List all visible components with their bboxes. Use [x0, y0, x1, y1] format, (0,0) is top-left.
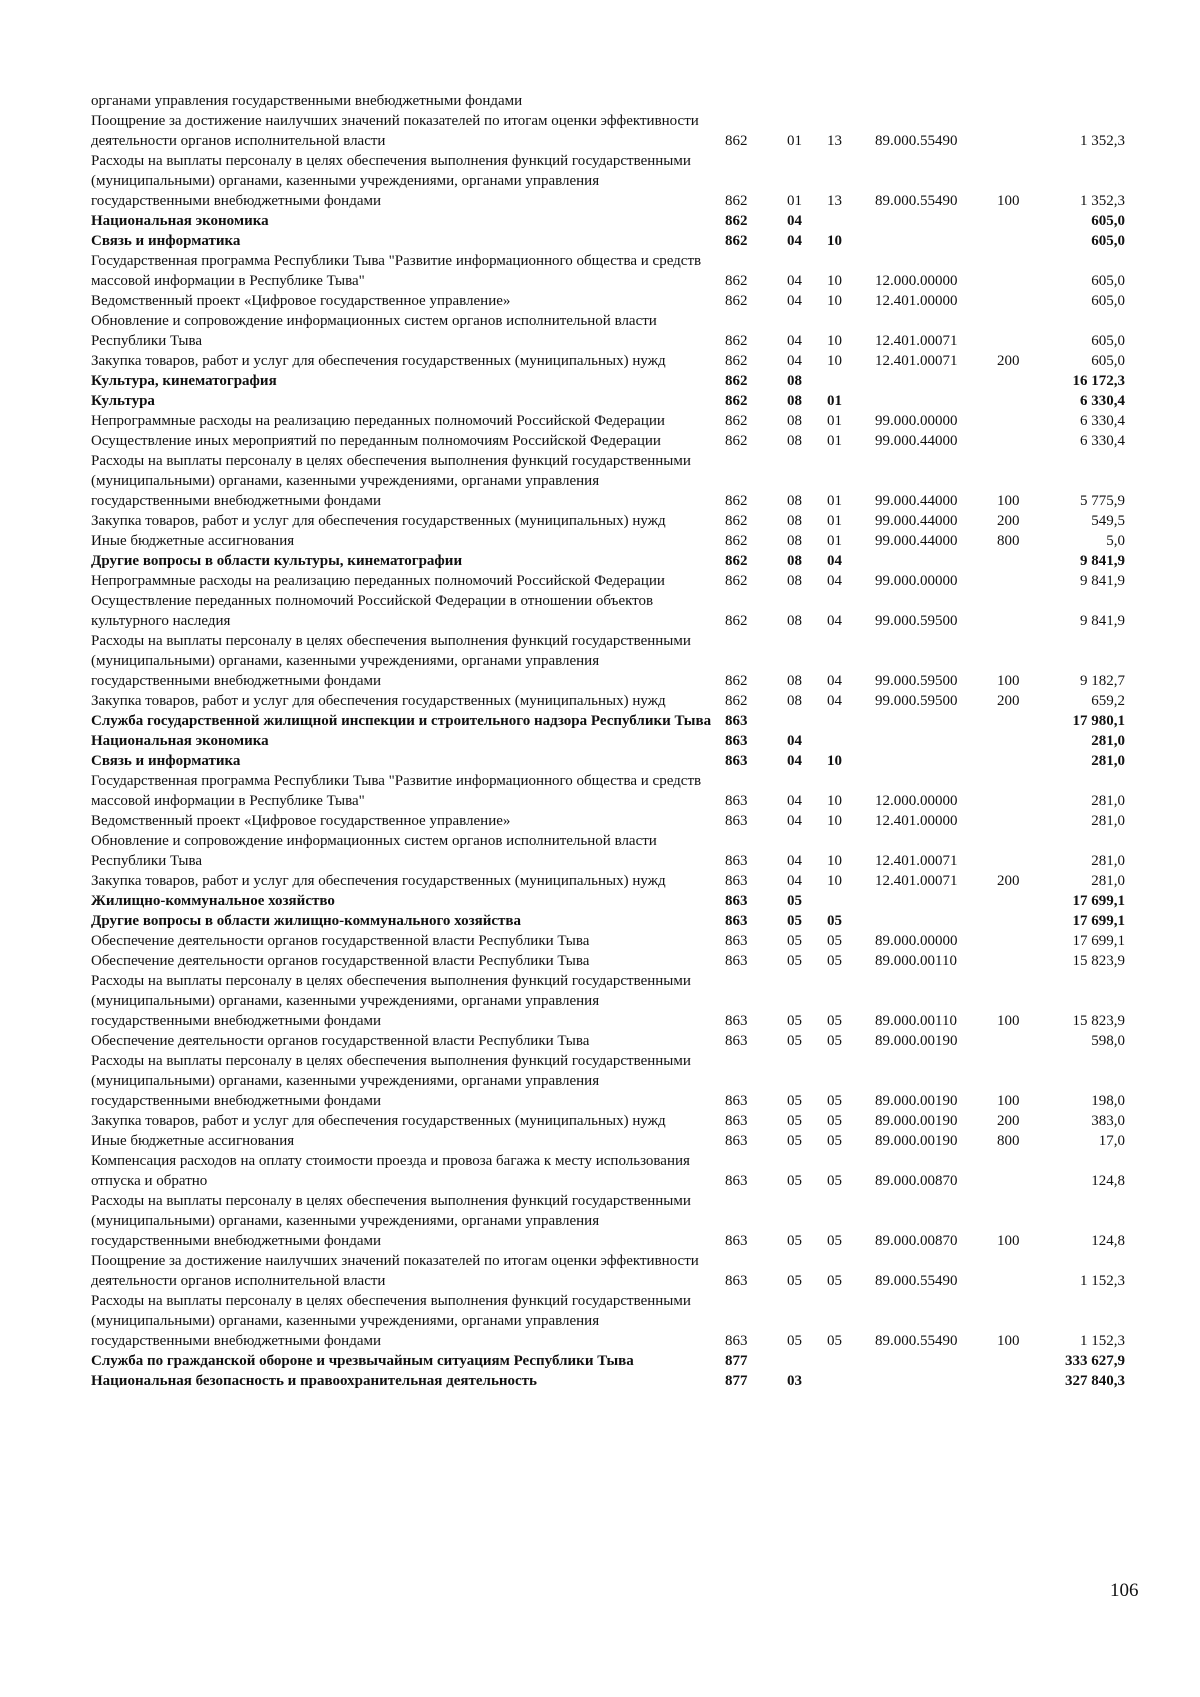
grbs-code-cell: 862 — [725, 693, 748, 709]
subsection-code-cell: 04 — [827, 613, 842, 629]
table-row — [91, 371, 1125, 391]
expense-type-code-cell: 200 — [997, 1113, 1020, 1129]
grbs-code-cell: 862 — [725, 553, 748, 569]
section-code-cell: 04 — [787, 873, 802, 889]
target-item-code-cell: 99.000.00000 — [875, 413, 958, 429]
row-label: Другие вопросы в области культуры, кинематографии — [91, 553, 463, 569]
section-code-cell: 03 — [787, 1373, 802, 1389]
subsection-code-cell: 01 — [827, 393, 842, 409]
section-code-cell: 05 — [787, 1173, 802, 1189]
grbs-code-cell: 863 — [725, 733, 748, 749]
target-item-code-cell: 89.000.00870 — [875, 1233, 958, 1249]
expense-type-code-cell: 100 — [997, 1233, 1020, 1249]
table-row — [91, 151, 1125, 211]
section-code-cell: 05 — [787, 933, 802, 949]
section-code-cell: 08 — [787, 533, 802, 549]
section-code-cell: 05 — [787, 1093, 802, 1109]
section-code-cell: 04 — [787, 333, 802, 349]
subsection-code-cell: 01 — [827, 493, 842, 509]
section-code-cell: 05 — [787, 1113, 802, 1129]
amount-cell: 6 330,4 — [1080, 393, 1125, 409]
subsection-code-cell: 05 — [827, 1113, 842, 1129]
table-row — [91, 1351, 1125, 1371]
row-label: Закупка товаров, работ и услуг для обеспечения государственных (муниципальных) нужд — [91, 693, 666, 709]
amount-cell: 605,0 — [1091, 333, 1125, 349]
table-row — [91, 431, 1125, 451]
grbs-code-cell: 862 — [725, 413, 748, 429]
grbs-code-cell: 877 — [725, 1373, 748, 1389]
table-row — [91, 351, 1125, 371]
table-row — [91, 951, 1125, 971]
subsection-code-cell: 05 — [827, 1173, 842, 1189]
section-code-cell: 04 — [787, 733, 802, 749]
section-code-cell: 04 — [787, 813, 802, 829]
table-row — [91, 591, 1125, 631]
grbs-code-cell: 863 — [725, 1033, 748, 1049]
table-row — [91, 1131, 1125, 1151]
table-row — [91, 771, 1125, 811]
section-code-cell: 08 — [787, 413, 802, 429]
target-item-code-cell: 99.000.44000 — [875, 493, 958, 509]
row-label: Расходы на выплаты персоналу в целях обеспечения выполнения функций государственными (муниципальными) органами, казенными учреждениями, органами управления государственными внебюджетными фондами — [91, 633, 691, 689]
row-label: Непрограммные расходы на реализацию переданных полномочий Российской Федерации — [91, 413, 665, 429]
table-row — [91, 1291, 1125, 1351]
table-row — [91, 91, 1125, 111]
target-item-code-cell: 89.000.00000 — [875, 933, 958, 949]
table-row — [91, 391, 1125, 411]
amount-cell: 281,0 — [1091, 873, 1125, 889]
grbs-code-cell: 863 — [725, 713, 748, 729]
subsection-code-cell: 05 — [827, 1233, 842, 1249]
subsection-code-cell: 04 — [827, 573, 842, 589]
table-row — [91, 311, 1125, 351]
target-item-code-cell: 99.000.44000 — [875, 433, 958, 449]
amount-cell: 5 775,9 — [1080, 493, 1125, 509]
grbs-code-cell: 862 — [725, 493, 748, 509]
grbs-code-cell: 862 — [725, 613, 748, 629]
amount-cell: 605,0 — [1091, 293, 1125, 309]
target-item-code-cell: 89.000.55490 — [875, 133, 958, 149]
row-label: Осуществление иных мероприятий по переданным полномочиям Российской Федерации — [91, 433, 661, 449]
expense-type-code-cell: 100 — [997, 1093, 1020, 1109]
target-item-code-cell: 89.000.00190 — [875, 1113, 958, 1129]
amount-cell: 6 330,4 — [1080, 433, 1125, 449]
amount-cell: 1 352,3 — [1080, 193, 1125, 209]
amount-cell: 281,0 — [1091, 733, 1125, 749]
table-row — [91, 871, 1125, 891]
subsection-code-cell: 13 — [827, 133, 842, 149]
table-row — [91, 531, 1125, 551]
grbs-code-cell: 863 — [725, 873, 748, 889]
page-number: 106 — [1110, 1580, 1139, 1601]
subsection-code-cell: 04 — [827, 553, 842, 569]
table-row — [91, 1371, 1125, 1391]
amount-cell: 198,0 — [1091, 1093, 1125, 1109]
row-label: Обеспечение деятельности органов государственной власти Республики Тыва — [91, 933, 590, 949]
amount-cell: 9 841,9 — [1080, 613, 1125, 629]
row-label: Национальная безопасность и правоохранительная деятельность — [91, 1373, 537, 1389]
row-label: Расходы на выплаты персоналу в целях обеспечения выполнения функций государственными (муниципальными) органами, казенными учреждениями, органами управления государственными внебюджетными фондами — [91, 1293, 691, 1349]
amount-cell: 281,0 — [1091, 793, 1125, 809]
grbs-code-cell: 863 — [725, 1173, 748, 1189]
row-label: Иные бюджетные ассигнования — [91, 533, 295, 549]
target-item-code-cell: 99.000.44000 — [875, 513, 958, 529]
row-label: Непрограммные расходы на реализацию переданных полномочий Российской Федерации — [91, 573, 665, 589]
target-item-code-cell: 89.000.00190 — [875, 1093, 958, 1109]
target-item-code-cell: 89.000.55490 — [875, 1273, 958, 1289]
grbs-code-cell: 863 — [725, 1093, 748, 1109]
row-label: Ведомственный проект «Цифровое государственное управление» — [91, 293, 511, 309]
section-code-cell: 08 — [787, 373, 802, 389]
section-code-cell: 05 — [787, 1273, 802, 1289]
section-code-cell: 05 — [787, 1333, 802, 1349]
grbs-code-cell: 862 — [725, 353, 748, 369]
amount-cell: 15 823,9 — [1072, 953, 1125, 969]
subsection-code-cell: 05 — [827, 1093, 842, 1109]
target-item-code-cell: 89.000.55490 — [875, 1333, 958, 1349]
row-label: Закупка товаров, работ и услуг для обеспечения государственных (муниципальных) нужд — [91, 513, 666, 529]
row-label: Расходы на выплаты персоналу в целях обеспечения выполнения функций государственными (муниципальными) органами, казенными учреждениями, органами управления государственными внебюджетными фондами — [91, 973, 691, 1029]
grbs-code-cell: 862 — [725, 193, 748, 209]
subsection-code-cell: 10 — [827, 813, 842, 829]
subsection-code-cell: 10 — [827, 233, 842, 249]
expense-type-code-cell: 200 — [997, 353, 1020, 369]
table-row — [91, 891, 1125, 911]
table-row — [91, 551, 1125, 571]
row-label: Ведомственный проект «Цифровое государственное управление» — [91, 813, 511, 829]
table-row — [91, 731, 1125, 751]
amount-cell: 17 980,1 — [1072, 713, 1125, 729]
amount-cell: 16 172,3 — [1072, 373, 1125, 389]
grbs-code-cell: 863 — [725, 893, 748, 909]
table-row — [91, 931, 1125, 951]
row-label: Государственная программа Республики Тыва "Развитие информационного общества и средств массовой информации в Республике Тыва" — [91, 253, 702, 289]
table-row — [91, 1151, 1125, 1191]
grbs-code-cell: 862 — [725, 273, 748, 289]
expense-type-code-cell: 800 — [997, 533, 1020, 549]
row-label: Расходы на выплаты персоналу в целях обеспечения выполнения функций государственными (муниципальными) органами, казенными учреждениями, органами управления государственными внебюджетными фондами — [91, 1053, 691, 1109]
section-code-cell: 08 — [787, 673, 802, 689]
grbs-code-cell: 863 — [725, 1133, 748, 1149]
table-row — [91, 811, 1125, 831]
row-label: Поощрение за достижение наилучших значений показателей по итогам оценки эффективности деятельности органов исполнительной власти — [91, 113, 699, 149]
target-item-code-cell: 12.401.00071 — [875, 333, 958, 349]
amount-cell: 605,0 — [1091, 273, 1125, 289]
grbs-code-cell: 863 — [725, 933, 748, 949]
target-item-code-cell: 12.401.00071 — [875, 353, 958, 369]
target-item-code-cell: 99.000.59500 — [875, 693, 958, 709]
row-label: Культура — [91, 393, 155, 409]
table-row — [91, 631, 1125, 691]
section-code-cell: 08 — [787, 553, 802, 569]
row-label: Национальная экономика — [91, 213, 269, 229]
subsection-code-cell: 01 — [827, 513, 842, 529]
grbs-code-cell: 863 — [725, 753, 748, 769]
grbs-code-cell: 862 — [725, 233, 748, 249]
subsection-code-cell: 13 — [827, 193, 842, 209]
amount-cell: 17 699,1 — [1072, 893, 1125, 909]
subsection-code-cell: 05 — [827, 1273, 842, 1289]
section-code-cell: 04 — [787, 273, 802, 289]
target-item-code-cell: 89.000.00110 — [875, 1013, 957, 1029]
target-item-code-cell: 89.000.00190 — [875, 1033, 958, 1049]
row-label: органами управления государственными внебюджетными фондами — [91, 93, 523, 109]
row-label: Другие вопросы в области жилищно-коммунального хозяйства — [91, 913, 522, 929]
grbs-code-cell: 862 — [725, 673, 748, 689]
section-code-cell: 05 — [787, 953, 802, 969]
table-row — [91, 211, 1125, 231]
section-code-cell: 04 — [787, 793, 802, 809]
table-row — [91, 831, 1125, 871]
grbs-code-cell: 862 — [725, 433, 748, 449]
amount-cell: 9 182,7 — [1080, 673, 1125, 689]
target-item-code-cell: 89.000.00190 — [875, 1133, 958, 1149]
row-label: Служба государственной жилищной инспекции и строительного надзора Республики Тыва — [91, 713, 712, 729]
row-label: Компенсация расходов на оплату стоимости проезда и провоза багажа к месту использования отпуска и обратно — [91, 1153, 690, 1189]
section-code-cell: 04 — [787, 753, 802, 769]
table-row — [91, 251, 1125, 291]
table-row — [91, 711, 1125, 731]
row-label: Расходы на выплаты персоналу в целях обеспечения выполнения функций государственными (муниципальными) органами, казенными учреждениями, органами управления государственными внебюджетными фондами — [91, 1193, 691, 1249]
target-item-code-cell: 89.000.00870 — [875, 1173, 958, 1189]
target-item-code-cell: 89.000.00110 — [875, 953, 957, 969]
subsection-code-cell: 05 — [827, 1333, 842, 1349]
subsection-code-cell: 01 — [827, 433, 842, 449]
section-code-cell: 04 — [787, 233, 802, 249]
budget-table — [91, 91, 1125, 1391]
section-code-cell: 08 — [787, 433, 802, 449]
expense-type-code-cell: 100 — [997, 673, 1020, 689]
section-code-cell: 04 — [787, 853, 802, 869]
table-row — [91, 1251, 1125, 1291]
grbs-code-cell: 863 — [725, 1113, 748, 1129]
amount-cell: 6 330,4 — [1080, 413, 1125, 429]
amount-cell: 383,0 — [1091, 1113, 1125, 1129]
amount-cell: 605,0 — [1091, 233, 1125, 249]
row-label: Культура, кинематография — [91, 373, 277, 389]
section-code-cell: 05 — [787, 913, 802, 929]
subsection-code-cell: 10 — [827, 333, 842, 349]
amount-cell: 1 352,3 — [1080, 133, 1125, 149]
row-label: Обновление и сопровождение информационных систем органов исполнительной власти Республики Тыва — [91, 313, 657, 349]
table-row — [91, 751, 1125, 771]
subsection-code-cell: 04 — [827, 673, 842, 689]
row-label: Осуществление переданных полномочий Российской Федерации в отношении объектов культурного наследия — [91, 593, 654, 629]
subsection-code-cell: 10 — [827, 753, 842, 769]
expense-type-code-cell: 100 — [997, 193, 1020, 209]
section-code-cell: 01 — [787, 133, 802, 149]
table-row — [91, 291, 1125, 311]
row-label: Связь и информатика — [91, 233, 241, 249]
grbs-code-cell: 863 — [725, 1013, 748, 1029]
amount-cell: 605,0 — [1091, 353, 1125, 369]
grbs-code-cell: 863 — [725, 913, 748, 929]
row-label: Связь и информатика — [91, 753, 241, 769]
row-label: Расходы на выплаты персоналу в целях обеспечения выполнения функций государственными (муниципальными) органами, казенными учреждениями, органами управления государственными внебюджетными фондами — [91, 153, 691, 209]
grbs-code-cell: 863 — [725, 1233, 748, 1249]
subsection-code-cell: 10 — [827, 793, 842, 809]
section-code-cell: 08 — [787, 573, 802, 589]
subsection-code-cell: 10 — [827, 873, 842, 889]
table-row — [91, 911, 1125, 931]
subsection-code-cell: 05 — [827, 1033, 842, 1049]
grbs-code-cell: 863 — [725, 813, 748, 829]
subsection-code-cell: 04 — [827, 693, 842, 709]
row-label: Обновление и сопровождение информационных систем органов исполнительной власти Республики Тыва — [91, 833, 657, 869]
target-item-code-cell: 89.000.55490 — [875, 193, 958, 209]
section-code-cell: 04 — [787, 213, 802, 229]
expense-type-code-cell: 200 — [997, 513, 1020, 529]
expense-type-code-cell: 100 — [997, 1013, 1020, 1029]
subsection-code-cell: 10 — [827, 353, 842, 369]
amount-cell: 17 699,1 — [1072, 913, 1125, 929]
grbs-code-cell: 862 — [725, 333, 748, 349]
table-row — [91, 1031, 1125, 1051]
table-row — [91, 511, 1125, 531]
target-item-code-cell: 12.000.00000 — [875, 273, 958, 289]
subsection-code-cell: 10 — [827, 293, 842, 309]
section-code-cell: 08 — [787, 493, 802, 509]
grbs-code-cell: 862 — [725, 533, 748, 549]
amount-cell: 9 841,9 — [1080, 553, 1125, 569]
amount-cell: 5,0 — [1106, 533, 1125, 549]
row-label: Служба по гражданской обороне и чрезвычайным ситуациям Республики Тыва — [91, 1353, 634, 1369]
amount-cell: 659,2 — [1091, 693, 1125, 709]
amount-cell: 549,5 — [1091, 513, 1125, 529]
row-label: Обеспечение деятельности органов государственной власти Республики Тыва — [91, 953, 590, 969]
table-row — [91, 571, 1125, 591]
section-code-cell: 05 — [787, 1133, 802, 1149]
target-item-code-cell: 99.000.59500 — [875, 613, 958, 629]
section-code-cell: 04 — [787, 353, 802, 369]
amount-cell: 1 152,3 — [1080, 1273, 1125, 1289]
amount-cell: 281,0 — [1091, 853, 1125, 869]
row-label: Закупка товаров, работ и услуг для обеспечения государственных (муниципальных) нужд — [91, 873, 666, 889]
grbs-code-cell: 877 — [725, 1353, 748, 1369]
row-label: Обеспечение деятельности органов государственной власти Республики Тыва — [91, 1033, 590, 1049]
expense-type-code-cell: 100 — [997, 493, 1020, 509]
table-row — [91, 971, 1125, 1031]
table-row — [91, 111, 1125, 151]
target-item-code-cell: 12.401.00071 — [875, 873, 958, 889]
target-item-code-cell: 12.401.00000 — [875, 293, 958, 309]
subsection-code-cell: 10 — [827, 273, 842, 289]
grbs-code-cell: 863 — [725, 1273, 748, 1289]
section-code-cell: 08 — [787, 613, 802, 629]
grbs-code-cell: 863 — [725, 793, 748, 809]
subsection-code-cell: 05 — [827, 953, 842, 969]
target-item-code-cell: 12.401.00000 — [875, 813, 958, 829]
table-row — [91, 691, 1125, 711]
expense-type-code-cell: 800 — [997, 1133, 1020, 1149]
subsection-code-cell: 05 — [827, 1013, 842, 1029]
row-label: Национальная экономика — [91, 733, 269, 749]
amount-cell: 124,8 — [1091, 1173, 1125, 1189]
section-code-cell: 05 — [787, 1233, 802, 1249]
section-code-cell: 05 — [787, 1033, 802, 1049]
target-item-code-cell: 12.000.00000 — [875, 793, 958, 809]
grbs-code-cell: 863 — [725, 953, 748, 969]
section-code-cell: 05 — [787, 1013, 802, 1029]
table-row — [91, 451, 1125, 511]
target-item-code-cell: 99.000.59500 — [875, 673, 958, 689]
subsection-code-cell: 01 — [827, 413, 842, 429]
row-label: Иные бюджетные ассигнования — [91, 1133, 295, 1149]
grbs-code-cell: 862 — [725, 513, 748, 529]
table-row — [91, 411, 1125, 431]
section-code-cell: 05 — [787, 893, 802, 909]
section-code-cell: 08 — [787, 513, 802, 529]
section-code-cell: 04 — [787, 293, 802, 309]
amount-cell: 124,8 — [1091, 1233, 1125, 1249]
amount-cell: 333 627,9 — [1065, 1353, 1125, 1369]
table-row — [91, 1111, 1125, 1131]
amount-cell: 281,0 — [1091, 813, 1125, 829]
grbs-code-cell: 863 — [725, 1333, 748, 1349]
amount-cell: 327 840,3 — [1065, 1373, 1125, 1389]
amount-cell: 17 699,1 — [1072, 933, 1125, 949]
expense-type-code-cell: 200 — [997, 693, 1020, 709]
row-label: Жилищно-коммунальное хозяйство — [91, 893, 335, 909]
amount-cell: 15 823,9 — [1072, 1013, 1125, 1029]
target-item-code-cell: 12.401.00071 — [875, 853, 958, 869]
grbs-code-cell: 862 — [725, 133, 748, 149]
amount-cell: 598,0 — [1091, 1033, 1125, 1049]
amount-cell: 605,0 — [1091, 213, 1125, 229]
table-row — [91, 1051, 1125, 1111]
grbs-code-cell: 862 — [725, 393, 748, 409]
amount-cell: 1 152,3 — [1080, 1333, 1125, 1349]
grbs-code-cell: 862 — [725, 573, 748, 589]
table-row — [91, 231, 1125, 251]
grbs-code-cell: 862 — [725, 373, 748, 389]
section-code-cell: 01 — [787, 193, 802, 209]
target-item-code-cell: 99.000.44000 — [875, 533, 958, 549]
grbs-code-cell: 863 — [725, 853, 748, 869]
target-item-code-cell: 99.000.00000 — [875, 573, 958, 589]
row-label: Государственная программа Республики Тыва "Развитие информационного общества и средств массовой информации в Республике Тыва" — [91, 773, 702, 809]
table-row — [91, 1191, 1125, 1251]
section-code-cell: 08 — [787, 393, 802, 409]
subsection-code-cell: 10 — [827, 853, 842, 869]
section-code-cell: 08 — [787, 693, 802, 709]
grbs-code-cell: 862 — [725, 213, 748, 229]
subsection-code-cell: 05 — [827, 933, 842, 949]
row-label: Расходы на выплаты персоналу в целях обеспечения выполнения функций государственными (муниципальными) органами, казенными учреждениями, органами управления государственными внебюджетными фондами — [91, 453, 691, 509]
row-label: Закупка товаров, работ и услуг для обеспечения государственных (муниципальных) нужд — [91, 1113, 666, 1129]
expense-type-code-cell: 200 — [997, 873, 1020, 889]
amount-cell: 281,0 — [1091, 753, 1125, 769]
grbs-code-cell: 862 — [725, 293, 748, 309]
subsection-code-cell: 05 — [827, 913, 842, 929]
expense-type-code-cell: 100 — [997, 1333, 1020, 1349]
subsection-code-cell: 01 — [827, 533, 842, 549]
row-label: Поощрение за достижение наилучших значений показателей по итогам оценки эффективности деятельности органов исполнительной власти — [91, 1253, 699, 1289]
amount-cell: 17,0 — [1098, 1133, 1125, 1149]
amount-cell: 9 841,9 — [1080, 573, 1125, 589]
row-label: Закупка товаров, работ и услуг для обеспечения государственных (муниципальных) нужд — [91, 353, 666, 369]
subsection-code-cell: 05 — [827, 1133, 842, 1149]
